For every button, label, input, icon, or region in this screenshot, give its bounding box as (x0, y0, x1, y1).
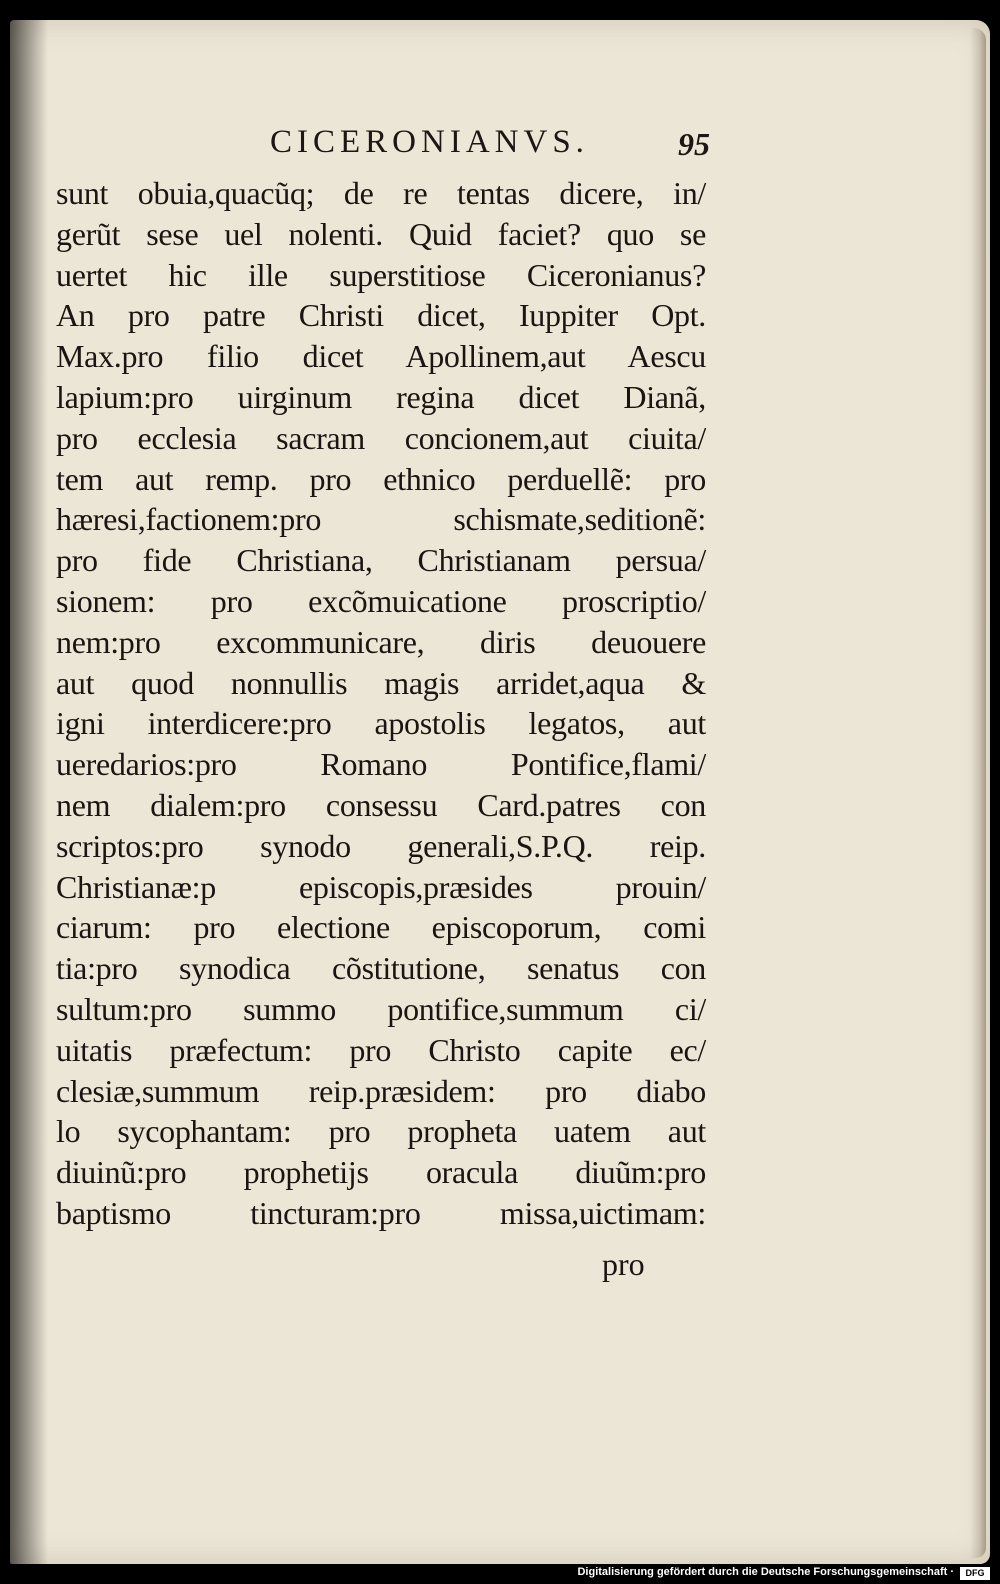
digitization-credit: Digitalisierung gefördert durch die Deutsche Forschungsgemeinschaft · (577, 1566, 954, 1578)
text-line: baptismo tincturam:pro missa,uictimam: (56, 1194, 706, 1231)
text-line: sunt obuia,quacũq; de re tentas dicere, in/ (56, 175, 706, 211)
text-line: pro ecclesia sacram concionem,aut ciuita/ (56, 419, 706, 456)
text-line: An pro patre Christi dicet, Iuppiter Opt. (56, 297, 706, 334)
text-line: nem:pro excommunicare, diris deuouere (56, 623, 706, 660)
text-block (56, 173, 706, 1234)
text-line: clesiæ,summum reip.præsidem: pro diabo (56, 1072, 706, 1109)
running-head: CICERONIANVS. (270, 124, 589, 160)
text-line: Max.pro filio dicet Apollinem,aut Aescu (56, 338, 706, 375)
page-header (270, 124, 730, 168)
text-line: gerũt sese uel nolenti. Quid faciet? quo se (56, 215, 706, 252)
text-line: sionem: pro excõmuicatione proscriptio/ (56, 582, 706, 619)
text-line: sultum:pro summo pontifice,summum ci/ (56, 990, 706, 1027)
text-line: hæresi,factionem:pro schismate,seditionẽ: (56, 501, 706, 538)
text-line: uertet hic ille superstitiose Ciceronianus? (56, 256, 706, 293)
text-line: diuinũ:pro prophetijs oracula diuũm:pro (56, 1154, 706, 1191)
text-line: tia:pro synodica cõstitutione, senatus con (56, 950, 706, 987)
text-line: scriptos:pro synodo generali,S.P.Q. reip. (56, 827, 706, 864)
page-edge (970, 28, 986, 1558)
text-line: aut quod nonnullis magis arridet,aqua & (56, 664, 706, 701)
dfg-logo: DFG (960, 1567, 990, 1580)
text-line: pro fide Christiana, Christianam persua/ (56, 542, 706, 579)
catchword: pro (602, 1246, 645, 1282)
text-line: nem dialem:pro consessu Card.patres con (56, 786, 706, 823)
page-number: 95 (678, 126, 710, 162)
text-line: igni interdicere:pro apostolis legatos, aut (56, 705, 706, 742)
text-line: lo sycophantam: pro propheta uatem aut (56, 1113, 706, 1150)
text-line: tem aut remp. pro ethnico perduellẽ: pro (56, 460, 706, 497)
text-line: lapium:pro uirginum regina dicet Dianã, (56, 378, 706, 415)
text-line: Christianæ:p episcopis,præsides prouin/ (56, 868, 706, 905)
gutter-shadow (10, 20, 48, 1564)
text-line: ciarum: pro electione episcoporum, comi (56, 909, 706, 946)
text-line: uitatis præfectum: pro Christo capite ec/ (56, 1031, 706, 1068)
text-line: ueredarios:pro Romano Pontifice,flami/ (56, 746, 706, 783)
